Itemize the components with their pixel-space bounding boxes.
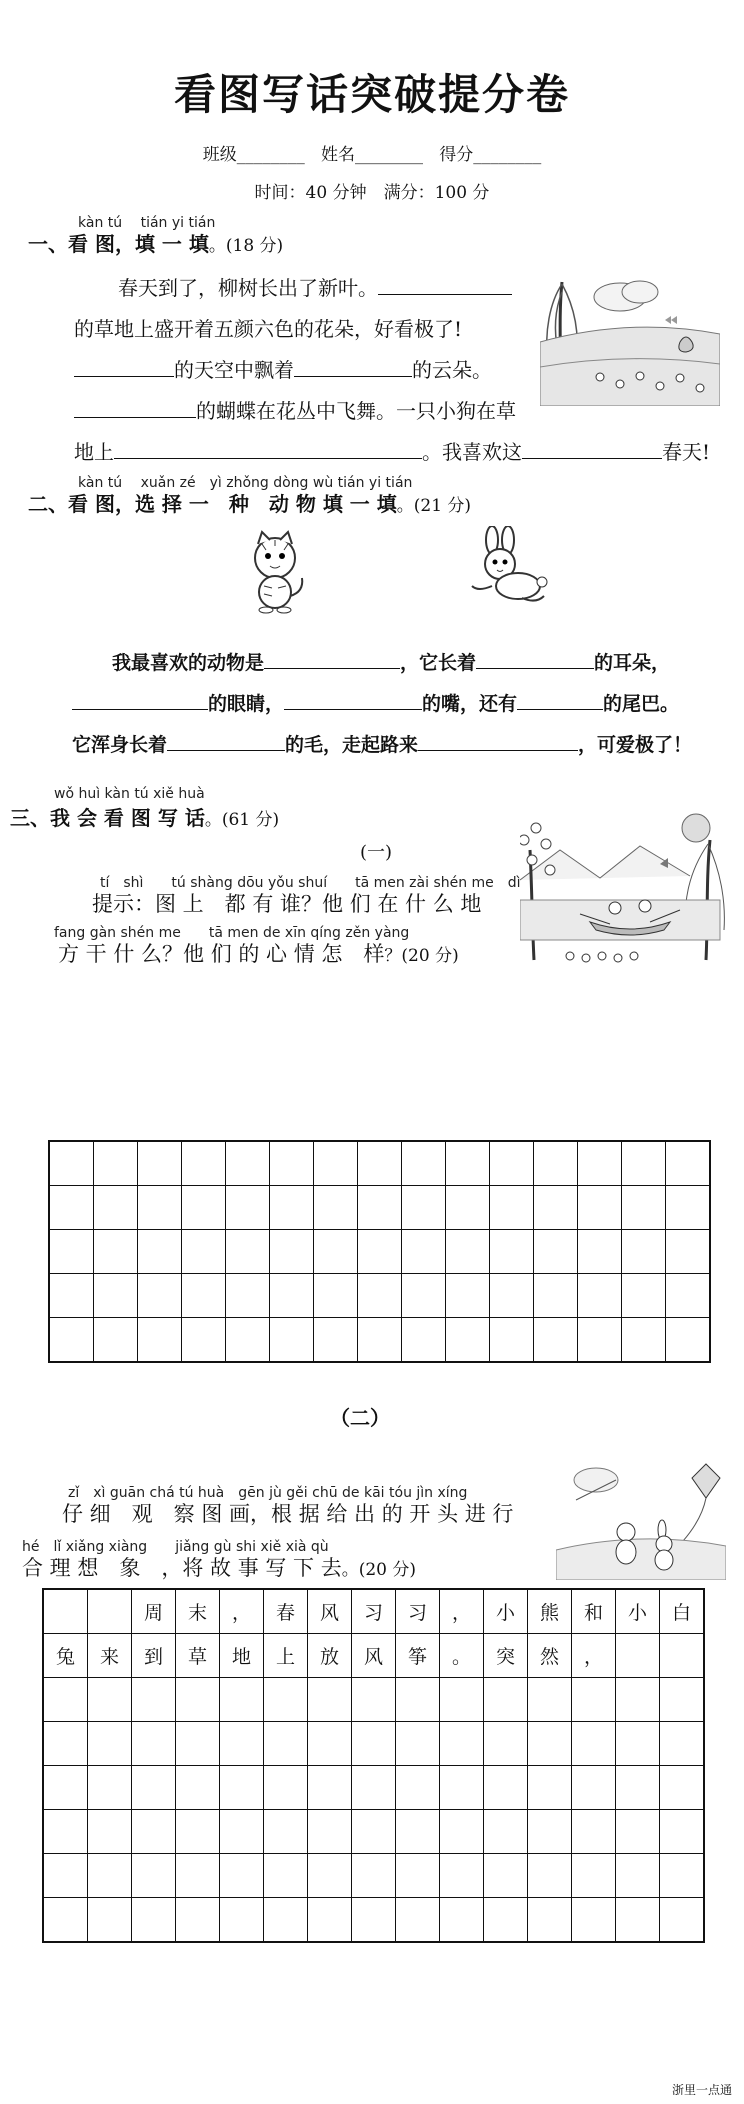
grid-cell[interactable] <box>402 1141 446 1186</box>
grid-cell[interactable] <box>132 1810 176 1854</box>
grid-cell[interactable] <box>49 1318 94 1363</box>
grid-cell[interactable] <box>616 1854 660 1898</box>
grid-cell[interactable] <box>660 1678 705 1722</box>
grid-cell[interactable] <box>660 1810 705 1854</box>
grid-cell[interactable] <box>396 1854 440 1898</box>
grid-cell[interactable] <box>270 1274 314 1318</box>
grid-cell[interactable]: 然 <box>528 1634 572 1678</box>
grid-cell[interactable] <box>176 1810 220 1854</box>
grid-cell[interactable] <box>616 1766 660 1810</box>
grid-cell[interactable] <box>264 1810 308 1854</box>
grid-cell[interactable] <box>440 1678 484 1722</box>
grid-cell[interactable] <box>270 1318 314 1363</box>
grid-cell[interactable] <box>94 1318 138 1363</box>
grid-cell[interactable] <box>622 1186 666 1230</box>
grid-row <box>49 1318 710 1363</box>
grid-cell[interactable] <box>578 1274 622 1318</box>
grid-cell[interactable]: 到 <box>132 1634 176 1678</box>
grid-cell[interactable] <box>490 1318 534 1363</box>
name-field[interactable]: 姓名________ <box>321 145 423 165</box>
grid-cell[interactable]: ， <box>440 1589 484 1634</box>
grid-row <box>43 1589 704 1634</box>
grid-cell[interactable] <box>314 1186 358 1230</box>
grid-cell[interactable] <box>94 1141 138 1186</box>
grid-cell[interactable] <box>446 1230 490 1274</box>
grid-cell[interactable] <box>226 1274 270 1318</box>
grid-cell[interactable] <box>622 1318 666 1363</box>
grid-cell[interactable] <box>402 1230 446 1274</box>
grid-cell[interactable]: 草 <box>176 1634 220 1678</box>
grid-cell[interactable] <box>660 1766 705 1810</box>
grid-cell[interactable] <box>220 1854 264 1898</box>
part1-text2: 方 干 什 么？他 们 的 心 情 怎 样？(20 分) <box>58 942 459 966</box>
grid-cell[interactable] <box>88 1854 132 1898</box>
blank[interactable] <box>74 399 196 418</box>
grid-cell[interactable] <box>43 1810 88 1854</box>
grid-cell[interactable] <box>88 1678 132 1722</box>
part2-label: （二） <box>330 1406 390 1430</box>
s2-line2: 的眼睛， 的嘴，还有 的尾巴。 <box>72 689 679 716</box>
grid-cell[interactable] <box>220 1722 264 1766</box>
grid-cell[interactable] <box>446 1274 490 1318</box>
grid-row <box>49 1141 710 1186</box>
grid-cell[interactable] <box>578 1318 622 1363</box>
s1-line3: 的天空中飘着 的云朵。 <box>74 354 492 383</box>
grid-cell[interactable] <box>94 1274 138 1318</box>
grid-cell[interactable] <box>182 1141 226 1186</box>
grid-cell[interactable] <box>528 1854 572 1898</box>
grid-cell[interactable] <box>182 1274 226 1318</box>
grid-cell[interactable] <box>49 1186 94 1230</box>
grid-cell[interactable] <box>484 1722 528 1766</box>
s1-line4: 的蝴蝶在花丛中飞舞。一只小狗在草 <box>74 395 516 424</box>
grid-cell[interactable]: 上 <box>264 1634 308 1678</box>
grid-cell[interactable] <box>534 1141 578 1186</box>
grid-cell[interactable] <box>622 1141 666 1186</box>
blank[interactable] <box>72 691 208 710</box>
grid-cell[interactable] <box>440 1766 484 1810</box>
grid-row <box>49 1230 710 1274</box>
section1-heading: 一、看 图，填 一 填。(18 分) <box>28 232 284 256</box>
grid-cell[interactable] <box>446 1186 490 1230</box>
part2-pinyin1: zǐ xì guān chá tú huà gēn jù gěi chū de kāi tóu jìn xíng <box>68 1485 468 1501</box>
grid-cell[interactable] <box>528 1766 572 1810</box>
grid-cell[interactable] <box>308 1810 352 1854</box>
grid-cell[interactable] <box>616 1634 660 1678</box>
blank[interactable] <box>284 691 422 710</box>
grid-cell[interactable] <box>352 1722 396 1766</box>
grid-cell[interactable] <box>264 1898 308 1943</box>
grid-cell[interactable]: 风 <box>352 1634 396 1678</box>
blank[interactable] <box>378 276 512 295</box>
grid-cell[interactable] <box>666 1186 711 1230</box>
grid-cell[interactable] <box>314 1141 358 1186</box>
grid-cell[interactable] <box>660 1722 705 1766</box>
grid-cell[interactable] <box>572 1810 616 1854</box>
grid-cell[interactable] <box>572 1898 616 1943</box>
grid-cell[interactable] <box>220 1898 264 1943</box>
spring-scene-image <box>540 272 720 406</box>
grid-cell[interactable] <box>49 1141 94 1186</box>
time-line: 时间：40 分钟 满分：100 分 <box>254 183 490 203</box>
grid-cell[interactable] <box>176 1678 220 1722</box>
grid-cell[interactable]: 小 <box>484 1589 528 1634</box>
grid-cell[interactable] <box>616 1810 660 1854</box>
grid-cell[interactable] <box>534 1274 578 1318</box>
grid-cell[interactable] <box>660 1634 705 1678</box>
grid-cell[interactable] <box>226 1186 270 1230</box>
grid-cell[interactable] <box>358 1230 402 1274</box>
grid-cell[interactable]: 习 <box>396 1589 440 1634</box>
grid-cell[interactable] <box>352 1678 396 1722</box>
grid-row <box>43 1854 704 1898</box>
grid-cell[interactable] <box>176 1722 220 1766</box>
grid-cell[interactable]: 突 <box>484 1634 528 1678</box>
grid-cell[interactable] <box>220 1678 264 1722</box>
grid-cell[interactable] <box>176 1766 220 1810</box>
grid-cell[interactable]: ， <box>572 1634 616 1678</box>
grid-cell[interactable] <box>352 1810 396 1854</box>
grid-cell[interactable] <box>264 1678 308 1722</box>
grid-cell[interactable] <box>666 1274 711 1318</box>
grid-cell[interactable] <box>308 1766 352 1810</box>
grid-row <box>43 1634 704 1678</box>
grid-cell[interactable] <box>88 1766 132 1810</box>
grid-row <box>43 1678 704 1722</box>
grid-cell[interactable] <box>264 1766 308 1810</box>
grid-cell[interactable] <box>402 1318 446 1363</box>
grid-cell[interactable] <box>484 1678 528 1722</box>
s1-line1: 春天到了，柳树长出了新叶。 <box>118 272 512 301</box>
grid-cell[interactable] <box>402 1186 446 1230</box>
grid-cell[interactable] <box>440 1810 484 1854</box>
grid-cell[interactable] <box>132 1898 176 1943</box>
grid-cell[interactable] <box>226 1318 270 1363</box>
grid-cell[interactable] <box>308 1678 352 1722</box>
grid-cell[interactable] <box>396 1810 440 1854</box>
grid-cell[interactable] <box>132 1766 176 1810</box>
grid-cell[interactable] <box>666 1318 711 1363</box>
grid-cell[interactable] <box>220 1766 264 1810</box>
grid-cell[interactable] <box>308 1854 352 1898</box>
s2-line3: 它浑身长着 的毛，走起路来 ，可爱极了！ <box>72 734 693 756</box>
grid-cell[interactable] <box>138 1186 182 1230</box>
blank[interactable] <box>418 732 578 751</box>
grid-cell[interactable] <box>572 1766 616 1810</box>
grid-cell[interactable] <box>308 1898 352 1943</box>
grid-cell[interactable] <box>94 1186 138 1230</box>
grid-cell[interactable] <box>396 1678 440 1722</box>
writing-grid-1[interactable] <box>48 1140 711 1363</box>
grid-cell[interactable] <box>226 1230 270 1274</box>
grid-cell[interactable] <box>270 1141 314 1186</box>
grid-cell[interactable] <box>43 1854 88 1898</box>
section3-heading: 三、我 会 看 图 写 话。(61 分) <box>10 806 280 830</box>
blank[interactable] <box>114 440 422 459</box>
grid-cell[interactable] <box>534 1230 578 1274</box>
grid-cell[interactable] <box>49 1230 94 1274</box>
grid-cell[interactable] <box>132 1722 176 1766</box>
grid-cell[interactable] <box>528 1898 572 1943</box>
kite-scene-image <box>556 1460 726 1580</box>
grid-cell[interactable] <box>402 1274 446 1318</box>
boating-scene-image <box>520 810 730 970</box>
grid-cell[interactable] <box>616 1722 660 1766</box>
grid-cell[interactable] <box>358 1141 402 1186</box>
grid-cell[interactable] <box>490 1186 534 1230</box>
class-field[interactable]: 班级________ <box>202 145 305 165</box>
part2-pinyin2: hé lǐ xiǎng xiàng jiǎng gù shi xiě xià qù <box>22 1539 329 1555</box>
grid-cell[interactable] <box>182 1230 226 1274</box>
grid-cell[interactable] <box>660 1854 705 1898</box>
grid-cell[interactable] <box>622 1274 666 1318</box>
grid-cell[interactable] <box>352 1854 396 1898</box>
grid-cell[interactable]: 来 <box>88 1634 132 1678</box>
grid-cell[interactable] <box>358 1186 402 1230</box>
grid-cell[interactable] <box>484 1898 528 1943</box>
grid-cell[interactable]: 风 <box>308 1589 352 1634</box>
grid-cell[interactable] <box>396 1722 440 1766</box>
grid-cell[interactable] <box>440 1854 484 1898</box>
grid-cell[interactable] <box>138 1141 182 1186</box>
grid-cell[interactable] <box>622 1230 666 1274</box>
grid-cell[interactable] <box>578 1186 622 1230</box>
grid-row <box>49 1274 710 1318</box>
grid-cell[interactable]: 熊 <box>528 1589 572 1634</box>
section1-pinyin: kàn tú tián yi tián <box>78 215 216 231</box>
grid-cell[interactable] <box>132 1854 176 1898</box>
grid-cell[interactable] <box>43 1898 88 1943</box>
grid-cell[interactable]: 。 <box>440 1634 484 1678</box>
grid-cell[interactable] <box>182 1318 226 1363</box>
s2-line1: 我最喜欢的动物是 ，它长着 的耳朵， <box>112 652 671 674</box>
grid-cell[interactable] <box>49 1274 94 1318</box>
grid-cell[interactable] <box>43 1766 88 1810</box>
writing-grid-2[interactable] <box>42 1588 705 1943</box>
grid-cell[interactable] <box>138 1230 182 1274</box>
grid-cell[interactable] <box>490 1274 534 1318</box>
grid-cell[interactable] <box>264 1722 308 1766</box>
grid-cell[interactable] <box>314 1274 358 1318</box>
student-info-line <box>0 140 744 165</box>
grid-cell[interactable] <box>88 1589 132 1634</box>
grid-cell[interactable]: 和 <box>572 1589 616 1634</box>
grid-cell[interactable] <box>176 1854 220 1898</box>
grid-cell[interactable] <box>484 1766 528 1810</box>
part1-pinyin2: fang gàn shén me tā men de xīn qíng zěn yàng <box>54 925 410 941</box>
rabbit-icon <box>462 526 552 610</box>
grid-cell[interactable] <box>446 1318 490 1363</box>
grid-cell[interactable] <box>616 1678 660 1722</box>
grid-cell[interactable] <box>490 1141 534 1186</box>
grid-cell[interactable] <box>572 1722 616 1766</box>
grid-cell[interactable] <box>88 1898 132 1943</box>
grid-row <box>43 1810 704 1854</box>
grid-cell[interactable] <box>352 1766 396 1810</box>
footer-brand: 浙里一点通 <box>671 2083 732 2097</box>
grid-cell[interactable] <box>182 1186 226 1230</box>
grid-cell[interactable]: 习 <box>352 1589 396 1634</box>
grid-cell[interactable] <box>578 1230 622 1274</box>
grid-cell[interactable] <box>528 1722 572 1766</box>
grid-cell[interactable] <box>132 1678 176 1722</box>
section2-heading: 二、看 图，选 择 一 种 动 物 填 一 填。(21 分) <box>28 492 472 516</box>
grid-cell[interactable] <box>572 1678 616 1722</box>
grid-cell[interactable] <box>490 1230 534 1274</box>
grid-cell[interactable] <box>528 1810 572 1854</box>
grid-cell[interactable]: 小 <box>616 1589 660 1634</box>
grid-cell[interactable]: 筝 <box>396 1634 440 1678</box>
grid-cell[interactable] <box>308 1722 352 1766</box>
grid-cell[interactable] <box>220 1810 264 1854</box>
grid-cell[interactable] <box>88 1810 132 1854</box>
grid-cell[interactable]: 白 <box>660 1589 705 1634</box>
grid-cell[interactable] <box>666 1230 711 1274</box>
grid-row <box>49 1186 710 1230</box>
part2-text2: 合 理 想 象 ，将 故 事 写 下 去。(20 分) <box>22 1556 417 1580</box>
score-field[interactable]: 得分________ <box>439 145 542 165</box>
blank[interactable] <box>476 650 594 669</box>
blank[interactable] <box>167 732 285 751</box>
grid-cell[interactable] <box>352 1898 396 1943</box>
grid-cell[interactable] <box>578 1141 622 1186</box>
grid-cell[interactable] <box>666 1141 711 1186</box>
grid-cell[interactable]: 放 <box>308 1634 352 1678</box>
grid-cell[interactable]: 周 <box>132 1589 176 1634</box>
part1-label: (一) <box>360 842 393 863</box>
grid-cell[interactable] <box>484 1854 528 1898</box>
grid-cell[interactable] <box>264 1854 308 1898</box>
blank[interactable] <box>74 358 174 377</box>
grid-cell[interactable] <box>572 1854 616 1898</box>
grid-cell[interactable] <box>88 1722 132 1766</box>
grid-cell[interactable] <box>226 1141 270 1186</box>
grid-cell[interactable] <box>43 1589 88 1634</box>
grid-cell[interactable] <box>314 1230 358 1274</box>
grid-cell[interactable] <box>270 1186 314 1230</box>
grid-cell[interactable] <box>138 1318 182 1363</box>
page-title: 看图写话突破提分卷 <box>173 70 570 119</box>
blank[interactable] <box>264 650 400 669</box>
grid-cell[interactable] <box>358 1274 402 1318</box>
grid-cell[interactable] <box>534 1186 578 1230</box>
grid-cell[interactable] <box>534 1318 578 1363</box>
grid-cell[interactable]: 兔 <box>43 1634 88 1678</box>
grid-cell[interactable] <box>314 1318 358 1363</box>
grid-row <box>43 1766 704 1810</box>
grid-cell[interactable]: 地 <box>220 1634 264 1678</box>
section3-pinyin: wǒ huì kàn tú xiě huà <box>54 786 205 802</box>
blank[interactable] <box>522 440 662 459</box>
grid-cell[interactable] <box>270 1230 314 1274</box>
grid-cell[interactable] <box>396 1898 440 1943</box>
grid-cell[interactable]: 末 <box>176 1589 220 1634</box>
grid-row <box>43 1722 704 1766</box>
grid-cell[interactable] <box>446 1141 490 1186</box>
grid-cell[interactable] <box>660 1898 705 1943</box>
grid-cell[interactable] <box>94 1230 138 1274</box>
grid-cell[interactable] <box>616 1898 660 1943</box>
grid-cell[interactable]: ， <box>220 1589 264 1634</box>
grid-cell[interactable] <box>176 1898 220 1943</box>
section2-pinyin: kàn tú xuǎn zé yì zhǒng dòng wù tián yi tián <box>78 475 413 491</box>
grid-cell[interactable] <box>138 1274 182 1318</box>
part1-pinyin1: tí shì tú shàng dōu yǒu shuí tā men zài shén me dì <box>100 875 521 891</box>
grid-row <box>43 1898 704 1943</box>
grid-cell[interactable] <box>528 1678 572 1722</box>
s1-line2: 的草地上盛开着五颜六色的花朵，好看极了! <box>74 317 463 341</box>
grid-cell[interactable] <box>43 1722 88 1766</box>
s1-line5: 地上 。我喜欢这 春天! <box>74 440 711 464</box>
blank[interactable] <box>517 691 603 710</box>
tiger-cub-icon <box>240 530 310 614</box>
part1-text1: 提示：图 上 都 有 谁？他 们 在 什 么 地 <box>92 892 482 916</box>
grid-cell[interactable]: 春 <box>264 1589 308 1634</box>
blank[interactable] <box>294 358 412 377</box>
grid-cell[interactable] <box>396 1766 440 1810</box>
grid-cell[interactable] <box>440 1722 484 1766</box>
grid-cell[interactable] <box>43 1678 88 1722</box>
grid-cell[interactable] <box>358 1318 402 1363</box>
grid-cell[interactable] <box>440 1898 484 1943</box>
part2-text1: 仔 细 观 察 图 画，根 据 给 出 的 开 头 进 行 <box>62 1502 514 1526</box>
grid-cell[interactable] <box>484 1810 528 1854</box>
